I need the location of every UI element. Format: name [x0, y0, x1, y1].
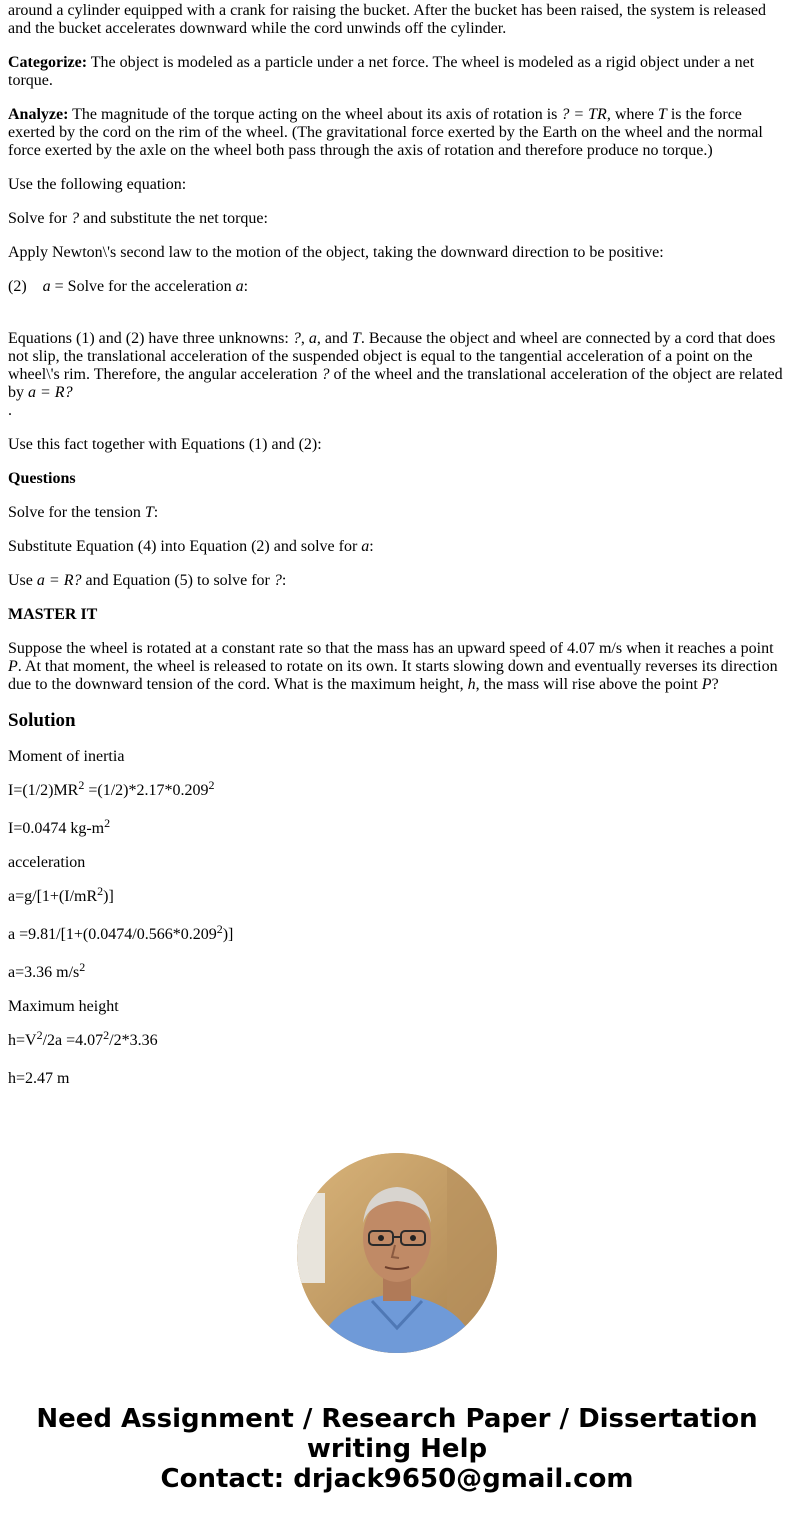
height-formula: [8, 1028, 786, 1050]
use-relation-text: :: [281, 572, 287, 589]
analyze-text: The magnitude of the torque acting on the wheel about its axis of rotation is: [68, 106, 562, 123]
relation-a-R-alpha: a = R?: [36, 572, 82, 589]
equation-text: I=(1/2)MR: [8, 782, 79, 799]
symbol-alpha: ?: [292, 330, 301, 347]
promo-banner: [0, 1404, 794, 1494]
promo-contact-line: Contact: drjack9650@gmail.com: [160, 1464, 634, 1494]
symbol-a: a: [361, 538, 370, 555]
symbol-a: a: [42, 278, 51, 295]
use-equation-line: Use the following equation:: [8, 176, 187, 193]
equation-2-text: = Solve for the acceleration: [50, 278, 236, 295]
exponent: 2: [36, 1028, 43, 1042]
avatar-portrait-image: [297, 1153, 497, 1353]
equation-text: a =9.81/[1+(0.0474/0.566*0.209: [8, 926, 217, 943]
categorize-paragraph: [8, 54, 786, 90]
symbol-T: T: [144, 504, 154, 521]
solve-tension-line: [8, 504, 786, 522]
equation-text: h=V: [8, 1032, 37, 1049]
solve-for-text: and substitute the net torque:: [79, 210, 268, 227]
substitute-text: Substitute Equation (4) into Equation (2) and solve for: [8, 538, 362, 555]
categorize-text: The object is modeled as a particle under a net force. The wheel is modeled as a rigid object under a net torque.: [8, 54, 755, 89]
promo-line-2: writing Help: [306, 1434, 488, 1464]
exponent: 2: [103, 1028, 110, 1042]
equation-text: I=0.0474 kg-m: [8, 820, 105, 837]
exponent: 2: [216, 922, 223, 936]
use-relation-text: and Equation (5) to solve for: [81, 572, 274, 589]
exponent: 2: [104, 816, 111, 830]
intro-paragraph: [8, 2, 786, 38]
equation-text: /2*3.36: [109, 1032, 158, 1049]
symbol-a: a: [308, 330, 317, 347]
equation-text: /2a =4.07: [42, 1032, 104, 1049]
solve-for-text: Solve for: [8, 210, 72, 227]
symbol-P: P: [8, 658, 18, 675]
acceleration-value: [8, 960, 786, 982]
use-relation-text: Use: [8, 572, 37, 589]
symbol-T: T: [351, 330, 361, 347]
equation-2-text: :: [243, 278, 249, 295]
unknowns-text: of the wheel and the translational acceleration of the object are related by: [8, 366, 783, 401]
moment-of-inertia-value: [8, 816, 786, 838]
analyze-paragraph: [8, 106, 786, 160]
master-it-paragraph: [8, 640, 786, 694]
master-it-text: Suppose the wheel is rotated at a constant rate so that the mass has an upward speed of 4.07 m/s when it reaches a point: [8, 640, 774, 657]
exponent: 2: [208, 778, 215, 792]
solution-heading: Solution: [8, 710, 76, 731]
questions-heading: [8, 470, 786, 488]
relation-a-R-alpha: a = R?: [28, 384, 73, 401]
exponent: 2: [97, 884, 104, 898]
master-it-text: , the mass will rise above the point: [475, 676, 702, 693]
master-it-heading: [8, 606, 786, 624]
equation-text: =(1/2)*2.17*0.209: [84, 782, 209, 799]
analyze-label: Analyze:: [8, 106, 69, 123]
symbol-h: h: [467, 676, 476, 693]
equation-2-line: [8, 278, 786, 296]
substitute-line: [8, 538, 786, 556]
promo-line-1: Need Assignment / Research Paper / Dissertation: [36, 1404, 758, 1434]
acceleration-label: acceleration: [8, 854, 86, 871]
maximum-height-label: Maximum height: [8, 998, 119, 1015]
unknowns-text: . Because the object and wheel are connected by a cord that does not slip, the translational acceleration of the suspended object is equal to the tangential acceleration of a point on the wheel\'s rim. Therefore, the angular acceleration: [8, 330, 776, 383]
symbol-T: T: [657, 106, 667, 123]
equation-text: )]: [222, 926, 234, 943]
equation-text: a=g/[1+(I/mR: [8, 888, 98, 905]
equation-text: )]: [103, 888, 114, 905]
categorize-label: Categorize:: [8, 54, 88, 71]
document-body: [8, 2, 786, 1104]
symbol-alpha: ?: [71, 210, 80, 227]
questions-label: Questions: [8, 470, 76, 487]
symbol-alpha: ?: [273, 572, 282, 589]
solve-for-line: [8, 210, 786, 228]
author-avatar: [297, 1153, 497, 1353]
analyze-text: , where: [606, 106, 658, 123]
symbol-alpha: ?: [321, 366, 330, 383]
intro-line-1: around a cylinder equipped with a crank for raising the bucket. After the bucket has been raised, the system is released: [8, 2, 766, 19]
moment-of-inertia-label: Moment of inertia: [8, 748, 125, 765]
solve-tension-text: Solve for the tension: [8, 504, 145, 521]
use-fact-line: Use this fact together with Equations (1) and (2):: [8, 436, 322, 453]
substitute-text: :: [369, 538, 374, 555]
moment-of-inertia-equation: [8, 778, 786, 800]
apply-newton-line: Apply Newton\'s second law to the motion of the object, taking the downward direction to be positive:: [8, 244, 664, 261]
exponent: 2: [79, 960, 86, 974]
master-it-text: ?: [711, 676, 719, 693]
symbol-P: P: [701, 676, 712, 693]
unknowns-text: Equations (1) and (2) have three unknowns:: [8, 330, 293, 347]
use-relation-line: [8, 572, 786, 590]
intro-line-2: and the bucket accelerates downward while the cord unwinds off the cylinder.: [8, 20, 507, 37]
torque-equation: ? = TR: [561, 106, 607, 123]
unknowns-text: , and: [316, 330, 352, 347]
unknowns-text: .: [8, 402, 12, 419]
acceleration-formula: [8, 884, 786, 906]
unknowns-text: ,: [300, 330, 309, 347]
master-it-text: . At that moment, the wheel is released to rotate on its own. It starts slowing down and eventually reverses its direction due to the downward tension of the cord. What is the maximum height,: [8, 658, 778, 693]
height-value: h=2.47 m: [8, 1070, 70, 1087]
unknowns-paragraph: [8, 330, 786, 420]
exponent: 2: [78, 778, 85, 792]
equation-number: (2): [8, 278, 27, 295]
acceleration-substitution: [8, 922, 786, 944]
analyze-text: is the force exerted by the cord on the rim of the wheel. (The gravitational force exerted by the Earth on the wheel and the normal force exerted by the axle on the wheel both pass through the axis of rotation and therefore produce no torque.): [8, 106, 763, 159]
equation-text: a=3.36 m/s: [8, 964, 80, 981]
master-it-label: MASTER IT: [8, 606, 98, 623]
symbol-a: a: [235, 278, 244, 295]
solve-tension-text: :: [153, 504, 159, 521]
